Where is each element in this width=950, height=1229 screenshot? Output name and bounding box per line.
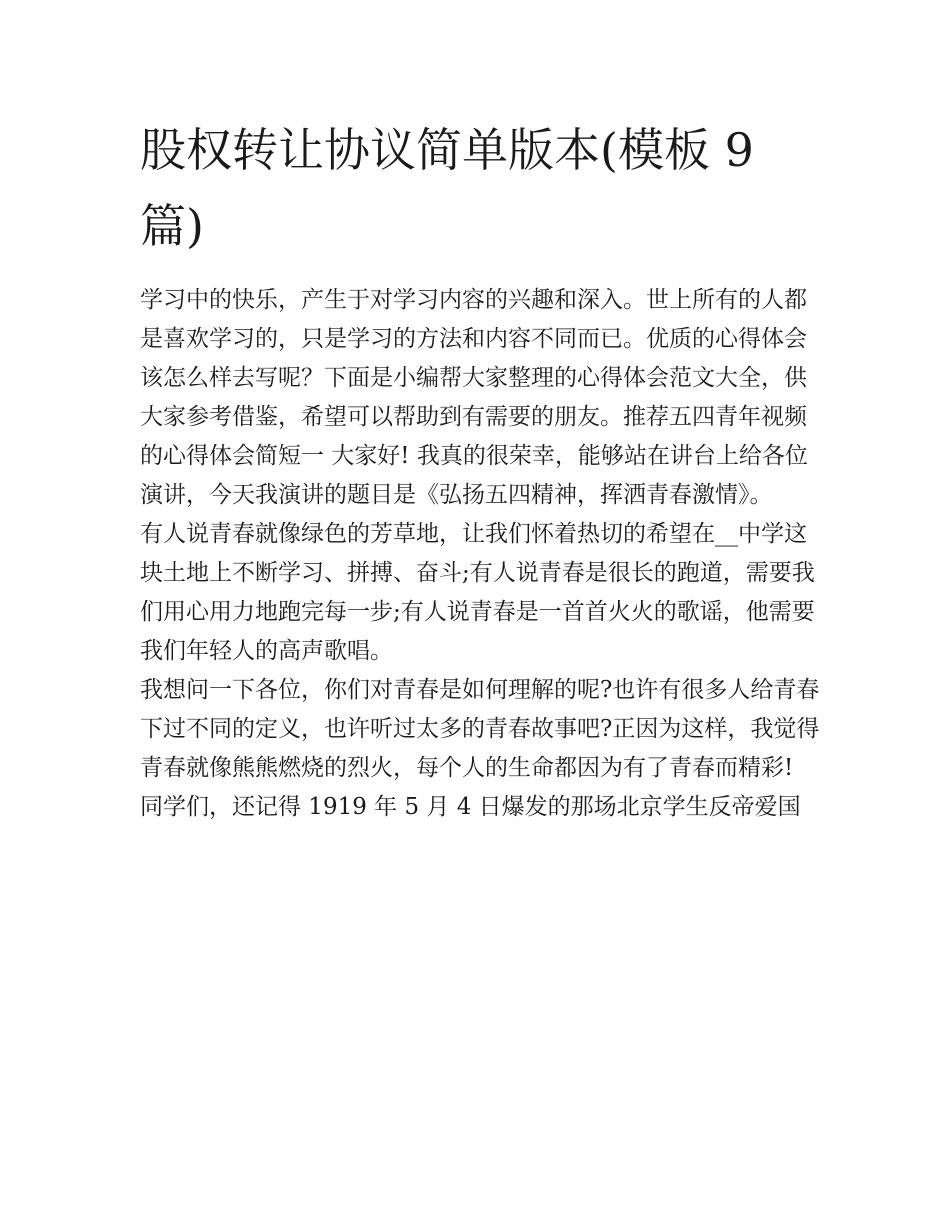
- document-title: 股权转让协议简单版本(模板 9 篇): [140, 123, 754, 253]
- document-body: [140, 281, 822, 827]
- paragraph-intro: 学习中的快乐，产生于对学习内容的兴趣和深入。世上所有的人都是喜欢学习的，只是学习的方法和内容不同而已。优质的心得体会该怎么样去写呢？下面是小编帮大家整理的心得体会范文大全，供大家参考借鉴，希望可以帮助到有需要的朋友。推荐五四青年视频的心得体会简短一 大家好! 我真的很荣幸，能够站在讲台上给各位演讲，今天我演讲的题目是《弘扬五四精神，挥洒青春激情》。: [140, 287, 808, 508]
- paragraph-youth-grassland: 有人说青春就像绿色的芳草地，让我们怀着热切的希望在__中学这块土地上不断学习、拼搏、奋斗;有人说青春是很长的跑道，需要我们用心用力地跑完每一步;有人说青春是一首首火火的歌谣，他需要我们年轻人的高声歌唱。: [140, 521, 815, 664]
- paragraph-may-fourth: 同学们，还记得 1919 年 5 月 4 日爆发的那场北京学生反帝爱国: [140, 794, 801, 820]
- paragraph-youth-question: 我想问一下各位，你们对青春是如何理解的呢?也许有很多人给青春下过不同的定义，也许听过太多的青春故事吧?正因为这样，我觉得青春就像熊熊燃烧的烈火，每个人的生命都因为有了青春而精彩!: [140, 677, 820, 781]
